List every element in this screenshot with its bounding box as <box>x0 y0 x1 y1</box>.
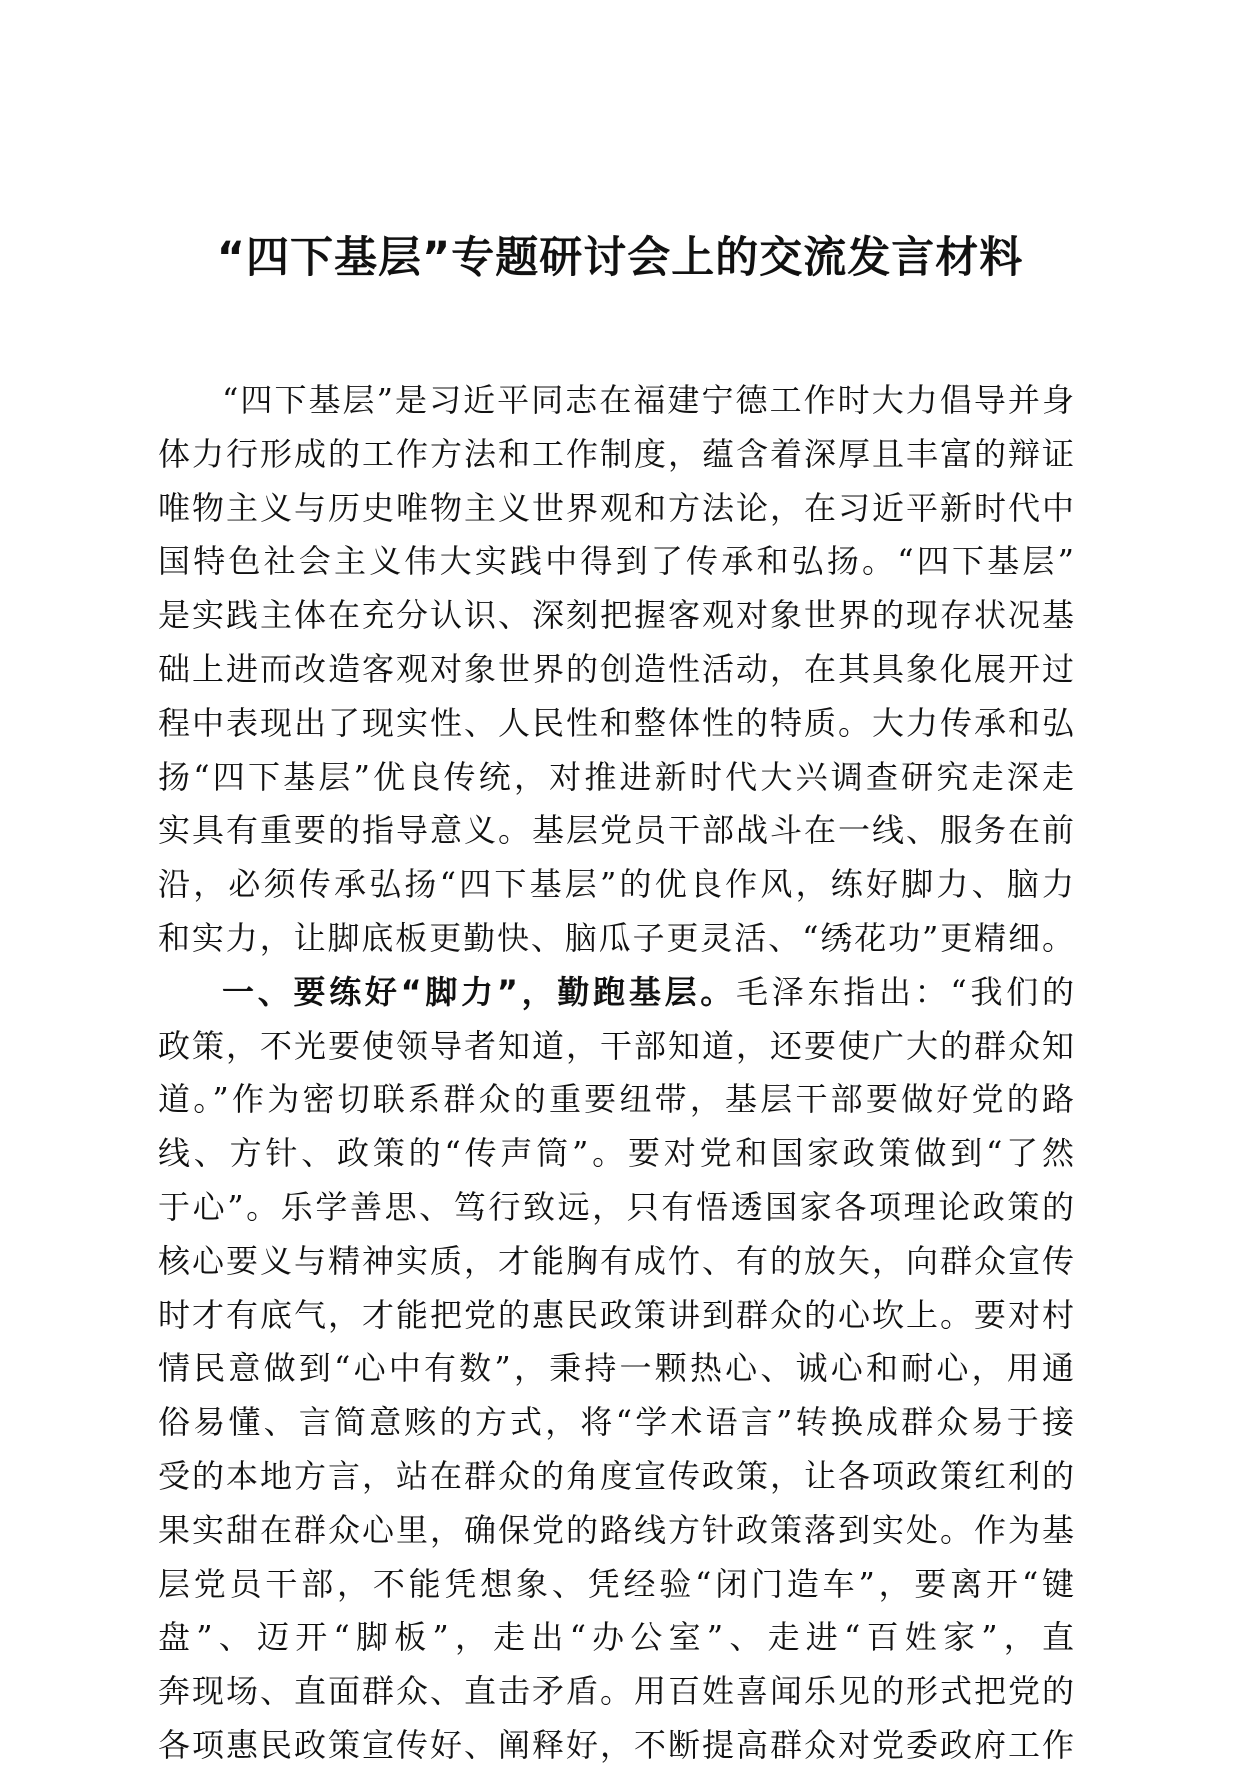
paragraph-line: 沿，必须传承弘扬“四下基层”的优良作风，练好脚力、脑力 <box>158 865 1074 904</box>
paragraph-line: 实具有重要的指导意义。基层党员干部战斗在一线、服务在前 <box>158 811 1074 850</box>
paragraph-line: 政策，不光要使领导者知道，干部知道，还要使广大的群众知 <box>158 1026 1074 1065</box>
paragraph-line: 各项惠民政策宣传好、阐释好，不断提高群众对党委政府工作 <box>158 1725 1074 1764</box>
paragraph-line: 是实践主体在充分认识、深刻把握客观对象世界的现存状况基 <box>158 596 1074 635</box>
section-heading: 一、要练好“脚力”，勤跑基层。 <box>222 972 737 1011</box>
document-body <box>158 374 1074 1773</box>
paragraph-line: 时才有底气，才能把党的惠民政策讲到群众的心坎上。要对村 <box>158 1295 1074 1334</box>
section-lead-text: 毛泽东指出：“我们的 <box>736 972 1074 1011</box>
section-heading-line <box>158 966 1074 1020</box>
document-title: “四下基层”专题研讨会上的交流发言材料 <box>216 233 1024 283</box>
paragraph-line: “四下基层”是习近平同志在福建宁德工作时大力倡导并身 <box>222 381 1074 419</box>
paragraph-line: 和实力，让脚底板更勤快、脑瓜子更灵活、“绣花功”更精细。 <box>158 918 1074 957</box>
paragraph-line: 奔现场、直面群众、直击矛盾。用百姓喜闻乐见的形式把党的 <box>158 1672 1074 1711</box>
paragraph-line: 国特色社会主义伟大实践中得到了传承和弘扬。“四下基层” <box>158 542 1074 581</box>
paragraph-line: 盘”、迈开“脚板”，走出“办公室”、走进“百姓家”，直 <box>158 1618 1074 1657</box>
paragraph-line: 唯物主义与历史唯物主义世界观和方法论，在习近平新时代中 <box>158 488 1074 527</box>
paragraph-line: 俗易懂、言简意赅的方式，将“学术语言”转换成群众易于接 <box>158 1403 1074 1442</box>
paragraph-line: 础上进而改造客观对象世界的创造性活动，在其具象化展开过 <box>158 649 1074 688</box>
paragraph-line: 情民意做到“心中有数”，秉持一颗热心、诚心和耐心，用通 <box>158 1349 1074 1388</box>
paragraph-line: 程中表现出了现实性、人民性和整体性的特质。大力传承和弘 <box>158 703 1074 742</box>
paragraph-line: 于心”。乐学善思、笃行致远，只有悟透国家各项理论政策的 <box>158 1187 1074 1226</box>
paragraph-line: 扬“四下基层”优良传统，对推进新时代大兴调查研究走深走 <box>158 757 1074 796</box>
paragraph-line: 道。”作为密切联系群众的重要纽带，基层干部要做好党的路 <box>158 1080 1074 1119</box>
paragraph-line: 体力行形成的工作方法和工作制度，蕴含着深厚且丰富的辩证 <box>158 434 1074 473</box>
paragraph-line: 核心要义与精神实质，才能胸有成竹、有的放矢，向群众宣传 <box>158 1241 1074 1280</box>
paragraph-line: 受的本地方言，站在群众的角度宣传政策，让各项政策红利的 <box>158 1456 1074 1495</box>
paragraph-line: 果实甜在群众心里，确保党的路线方针政策落到实处。作为基 <box>158 1510 1074 1549</box>
paragraph-line: 层党员干部，不能凭想象、凭经验“闭门造车”，要离开“键 <box>158 1564 1074 1603</box>
paragraph-line: 线、方针、政策的“传声筒”。要对党和国家政策做到“了然 <box>158 1134 1074 1173</box>
